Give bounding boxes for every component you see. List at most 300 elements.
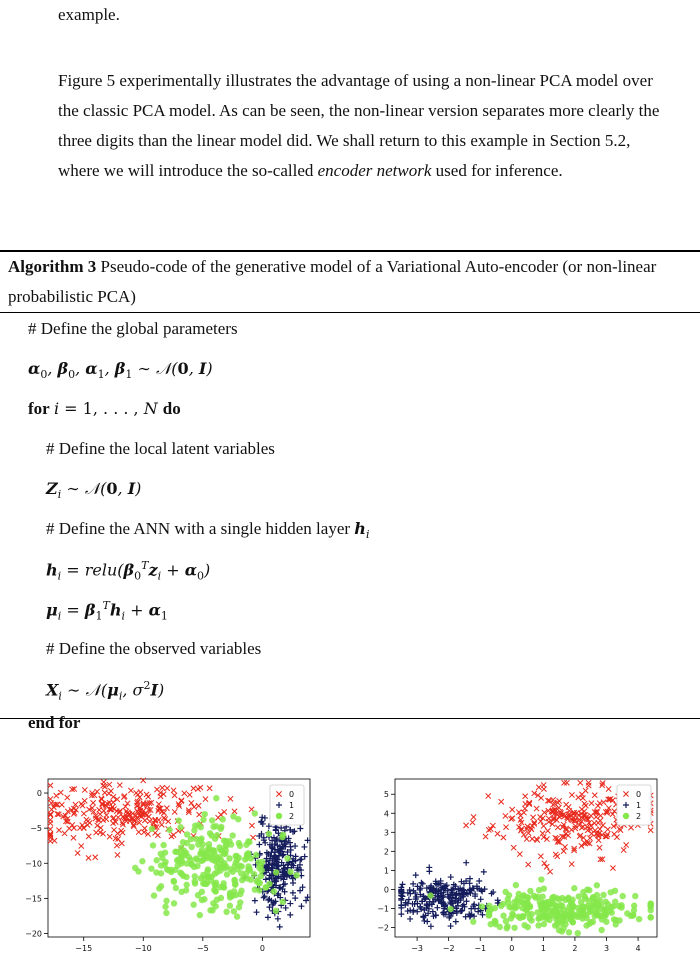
data-point: [141, 778, 146, 783]
data-point: [221, 860, 227, 866]
data-point: [279, 834, 285, 840]
data-point: [217, 867, 223, 873]
data-point: [171, 788, 176, 793]
x-tick-label: −5: [196, 944, 209, 953]
data-point: [156, 885, 162, 891]
data-point: [277, 924, 283, 930]
data-point: [211, 881, 217, 887]
data-point: [535, 894, 541, 900]
data-point: [166, 827, 172, 833]
data-point: [151, 892, 157, 898]
data-point: [612, 831, 617, 836]
comment-global: # Define the global parameters: [28, 319, 238, 338]
data-point: [453, 919, 459, 925]
data-point: [242, 856, 248, 862]
paragraph-text-b: used for inference.: [431, 161, 563, 180]
data-point: [499, 799, 504, 804]
data-point: [569, 861, 574, 866]
data-point: [486, 793, 491, 798]
data-point: [197, 812, 202, 817]
data-point: [600, 892, 606, 898]
data-point: [566, 929, 572, 935]
algorithm-label: Algorithm 3: [8, 257, 97, 276]
data-point: [192, 878, 198, 884]
data-point: [249, 823, 254, 828]
data-point: [232, 809, 237, 814]
data-point: [447, 906, 453, 912]
legend-label: 2: [289, 812, 295, 821]
data-point: [602, 907, 608, 913]
data-point: [114, 843, 119, 848]
data-point: [115, 852, 120, 857]
data-point: [197, 912, 203, 918]
data-point: [631, 903, 637, 909]
paragraph-text-a: Figure 5 experimentally illustrates the advantage of using a non-linear PCA model over the classic PCA model. As can be seen, the non-linear version separates more clearly the three digits than the linear model did. We shall return to this example in Section 5.2, where we will introduce the so-called: [58, 71, 660, 180]
data-point: [648, 828, 653, 833]
data-point: [598, 813, 603, 818]
data-point: [144, 792, 149, 797]
data-point: [153, 857, 159, 863]
data-point: [414, 909, 420, 915]
data-point: [575, 905, 581, 911]
paragraph-emphasis: encoder network: [317, 161, 432, 180]
data-point: [566, 804, 571, 809]
data-point: [136, 829, 141, 834]
data-point: [71, 835, 76, 840]
data-point: [195, 822, 201, 828]
data-point: [86, 834, 91, 839]
data-point: [612, 898, 618, 904]
line-for: for i = 1, . . . , N do: [28, 399, 181, 418]
legend-box: [617, 785, 651, 825]
data-point: [238, 888, 244, 894]
data-point: [555, 825, 560, 830]
data-point: [561, 911, 567, 917]
comment-ann: # Define the ANN with a single hidden layer: [46, 519, 351, 538]
data-point: [506, 892, 512, 898]
data-point: [426, 868, 432, 874]
data-point: [62, 831, 67, 836]
data-point: [150, 842, 156, 848]
data-point: [227, 866, 233, 872]
data-point: [608, 904, 614, 910]
data-point: [172, 867, 178, 873]
data-point: [228, 796, 233, 801]
data-point: [245, 850, 251, 856]
data-point: [607, 889, 613, 895]
data-point: [235, 816, 241, 822]
comment-local: # Define the local latent variables: [46, 439, 275, 458]
data-point: [290, 890, 296, 896]
data-point: [503, 825, 508, 830]
data-point: [406, 896, 412, 902]
data-point: [58, 790, 63, 795]
data-point: [613, 917, 619, 923]
data-point: [632, 893, 638, 899]
data-point: [183, 874, 189, 880]
data-point: [48, 827, 53, 832]
data-point: [216, 854, 222, 860]
data-point: [186, 854, 192, 860]
data-point: [177, 824, 183, 830]
data-point: [584, 886, 590, 892]
data-point: [597, 827, 602, 832]
data-point: [252, 810, 258, 816]
data-point: [97, 812, 102, 817]
data-point: [413, 872, 419, 878]
data-point: [75, 850, 80, 855]
data-point: [200, 817, 206, 823]
data-point: [541, 921, 547, 927]
data-point: [506, 904, 512, 910]
data-point: [200, 857, 206, 863]
data-point: [606, 786, 611, 791]
data-point: [171, 879, 177, 885]
data-point: [511, 925, 517, 931]
data-point: [517, 852, 522, 857]
y-tick-label: 3: [383, 828, 389, 838]
y-tick-label: 0: [383, 885, 389, 895]
data-point: [175, 856, 181, 862]
data-point: [183, 882, 189, 888]
data-point: [407, 916, 413, 922]
keyword-end-for: end for: [28, 713, 81, 732]
data-point: [579, 807, 584, 812]
data-point: [198, 785, 203, 790]
data-point: [596, 897, 602, 903]
data-point: [510, 807, 515, 812]
algorithm-caption-text: Pseudo-code of the generative model of a Variational Auto-encoder (or non-linear probabilistic PCA): [8, 257, 657, 306]
data-point: [199, 897, 205, 903]
data-point: [220, 816, 226, 822]
data-point: [428, 923, 434, 929]
data-point: [524, 836, 529, 841]
data-point: [500, 912, 506, 918]
data-point: [290, 880, 296, 886]
data-point: [464, 898, 470, 904]
data-point: [204, 849, 210, 855]
line-mu: $\mu_i = \beta_1^Th_i + \alpha_1$: [46, 599, 168, 623]
data-point: [142, 826, 147, 831]
data-point: [97, 807, 102, 812]
data-point: [598, 818, 603, 823]
y-tick-label: −5: [30, 824, 42, 834]
data-point: [65, 795, 70, 800]
data-point: [561, 849, 566, 854]
data-point: [525, 911, 531, 917]
data-point: [573, 913, 579, 919]
data-point: [610, 865, 615, 870]
data-point: [301, 844, 307, 850]
data-point: [463, 823, 468, 828]
data-point: [463, 860, 469, 866]
data-point: [156, 817, 161, 822]
legend-box: [270, 785, 304, 825]
paragraph-tail: [58, 0, 673, 30]
data-point: [536, 887, 542, 893]
data-point: [262, 815, 268, 821]
data-point: [608, 909, 614, 915]
data-point: [521, 832, 526, 837]
data-point: [398, 911, 404, 917]
keyword-do: do: [162, 399, 181, 418]
algorithm-bottom-rule: [0, 718, 700, 719]
data-point: [218, 824, 224, 830]
data-point: [544, 864, 549, 869]
data-point: [582, 895, 588, 901]
scatter-plot-left: [8, 775, 318, 960]
data-point: [540, 900, 546, 906]
data-point: [212, 870, 218, 876]
data-point: [207, 830, 213, 836]
data-point: [209, 817, 215, 823]
data-point: [263, 884, 269, 890]
data-point: [589, 831, 594, 836]
data-point: [202, 881, 208, 887]
data-point: [254, 909, 260, 915]
data-point: [541, 823, 546, 828]
line-global-priors: $\alpha_0$, $\beta_0$, $\alpha_1$, $\beta_1$ ∼ 𝒩(0, I): [28, 359, 213, 382]
data-point: [48, 812, 53, 817]
data-point: [250, 835, 255, 840]
data-point: [434, 905, 440, 911]
data-point: [202, 811, 208, 817]
keyword-for: for: [28, 399, 50, 418]
data-point: [280, 899, 286, 905]
algorithm-caption: [0, 252, 700, 312]
data-point: [187, 792, 192, 797]
line-hidden: $h_i$ = $relu(\beta_0^Tz_i + \alpha_0)$: [46, 559, 211, 583]
data-point: [535, 922, 541, 928]
data-point: [525, 894, 531, 900]
data-point: [513, 882, 519, 888]
data-point: [190, 902, 196, 908]
data-point: [266, 831, 272, 837]
legend-label: 2: [636, 812, 642, 821]
data-point: [287, 901, 293, 907]
data-point: [256, 841, 262, 847]
data-point: [111, 827, 116, 832]
data-point: [234, 857, 240, 863]
data-point: [54, 793, 59, 798]
data-point: [293, 872, 299, 878]
x-tick-label: 1: [540, 944, 546, 953]
paragraph-tail-text: example.: [58, 5, 120, 24]
data-point: [621, 847, 626, 852]
data-point: [273, 908, 279, 914]
data-point: [81, 811, 86, 816]
data-point: [600, 823, 605, 828]
data-point: [418, 880, 424, 886]
data-point: [448, 923, 454, 929]
data-point: [119, 841, 124, 846]
data-point: [95, 823, 100, 828]
data-point: [135, 868, 141, 874]
data-point: [556, 927, 562, 933]
data-point: [636, 916, 642, 922]
data-point: [87, 820, 92, 825]
data-point: [647, 907, 653, 913]
data-point: [183, 887, 189, 893]
data-point: [576, 795, 581, 800]
data-point: [86, 855, 91, 860]
data-point: [222, 809, 227, 814]
data-point: [111, 800, 116, 805]
data-point: [176, 817, 182, 823]
data-point: [297, 826, 303, 832]
data-point: [99, 796, 104, 801]
data-point: [48, 821, 53, 826]
data-point: [298, 903, 304, 909]
data-point: [596, 906, 602, 912]
y-tick-label: −15: [25, 894, 42, 904]
data-point: [542, 861, 547, 866]
comment-observed: # Define the observed variables: [46, 639, 262, 658]
legend-marker: [276, 813, 282, 819]
paragraph-figure5: [58, 66, 673, 186]
data-point: [592, 793, 597, 798]
data-point: [238, 870, 244, 876]
data-point: [253, 852, 259, 858]
data-point: [504, 923, 510, 929]
data-point: [116, 815, 121, 820]
data-point: [587, 835, 592, 840]
data-point: [495, 831, 500, 836]
data-point: [594, 882, 600, 888]
data-point: [503, 813, 508, 818]
legend-label: 0: [636, 790, 642, 799]
data-point: [515, 913, 521, 919]
data-point: [231, 908, 237, 914]
legend-marker: [623, 813, 629, 819]
data-point: [252, 886, 258, 892]
data-point: [284, 855, 290, 861]
data-point: [521, 922, 527, 928]
data-point: [117, 782, 122, 787]
data-point: [161, 862, 167, 868]
data-point: [538, 876, 544, 882]
data-point: [448, 874, 454, 880]
data-point: [48, 783, 53, 788]
data-point: [160, 842, 166, 848]
legend-label: 1: [636, 801, 642, 810]
scatter-plot-right: [355, 775, 665, 960]
data-point: [180, 839, 186, 845]
data-point: [545, 828, 550, 833]
x-tick-label: −10: [134, 944, 152, 953]
data-point: [287, 869, 293, 875]
data-point: [171, 832, 176, 837]
y-tick-label: 1: [383, 866, 389, 876]
y-tick-label: −2: [377, 923, 389, 933]
legend-label: 0: [289, 790, 295, 799]
data-point: [159, 822, 164, 827]
data-point: [93, 855, 98, 860]
data-point: [605, 827, 610, 832]
data-point: [243, 842, 249, 848]
data-point: [536, 914, 542, 920]
data-point: [120, 830, 125, 835]
data-point: [514, 898, 520, 904]
data-point: [166, 819, 171, 824]
data-point: [292, 843, 298, 849]
data-point: [163, 898, 169, 904]
data-point: [647, 914, 653, 920]
data-point: [541, 782, 546, 787]
data-point: [578, 780, 583, 785]
data-point: [601, 800, 606, 805]
data-point: [160, 785, 165, 790]
x-tick-label: −1: [474, 944, 487, 953]
data-point: [206, 874, 212, 880]
data-point: [424, 918, 430, 924]
data-point: [149, 826, 155, 832]
data-point: [510, 912, 516, 918]
y-tick-label: 0: [36, 789, 42, 799]
data-point: [48, 811, 53, 816]
y-tick-label: −10: [25, 859, 42, 869]
data-point: [199, 889, 205, 895]
data-point: [511, 845, 516, 850]
data-point: [569, 792, 574, 797]
data-point: [589, 801, 594, 806]
x-tick-label: −15: [75, 944, 93, 953]
data-point: [427, 892, 433, 898]
data-point: [486, 903, 492, 909]
data-point: [265, 914, 271, 920]
data-point: [237, 899, 243, 905]
data-point: [495, 897, 501, 903]
data-point: [291, 828, 297, 834]
y-tick-label: −20: [25, 929, 42, 939]
data-point: [595, 803, 600, 808]
line-observed: $X_i$ ∼ $𝒩(\mu_i$, $\sigma^2I$): [46, 679, 165, 703]
data-point: [107, 834, 112, 839]
data-point: [182, 791, 187, 796]
data-point: [287, 912, 293, 918]
data-point: [221, 884, 227, 890]
y-tick-label: 2: [383, 847, 389, 857]
data-point: [630, 912, 636, 918]
data-point: [82, 787, 87, 792]
data-point: [188, 861, 194, 867]
data-point: [255, 859, 261, 865]
data-point: [79, 843, 84, 848]
data-point: [523, 794, 528, 799]
data-point: [196, 803, 201, 808]
data-point: [525, 903, 531, 909]
algorithm-body: [0, 313, 700, 732]
data-point: [165, 867, 171, 873]
data-point: [216, 844, 222, 850]
data-point: [82, 798, 87, 803]
data-point: [158, 870, 164, 876]
data-point: [544, 914, 550, 920]
data-point: [259, 814, 265, 820]
data-point: [628, 825, 633, 830]
line-latent: $Z_i$ ∼ 𝒩(0, I): [46, 479, 142, 502]
data-point: [523, 801, 528, 806]
data-point: [467, 913, 473, 919]
data-point: [252, 898, 258, 904]
data-point: [48, 832, 53, 837]
data-point: [232, 881, 238, 887]
data-point: [569, 919, 575, 925]
data-point: [231, 888, 237, 894]
data-point: [526, 862, 531, 867]
data-point: [271, 888, 277, 894]
data-point: [512, 905, 518, 911]
